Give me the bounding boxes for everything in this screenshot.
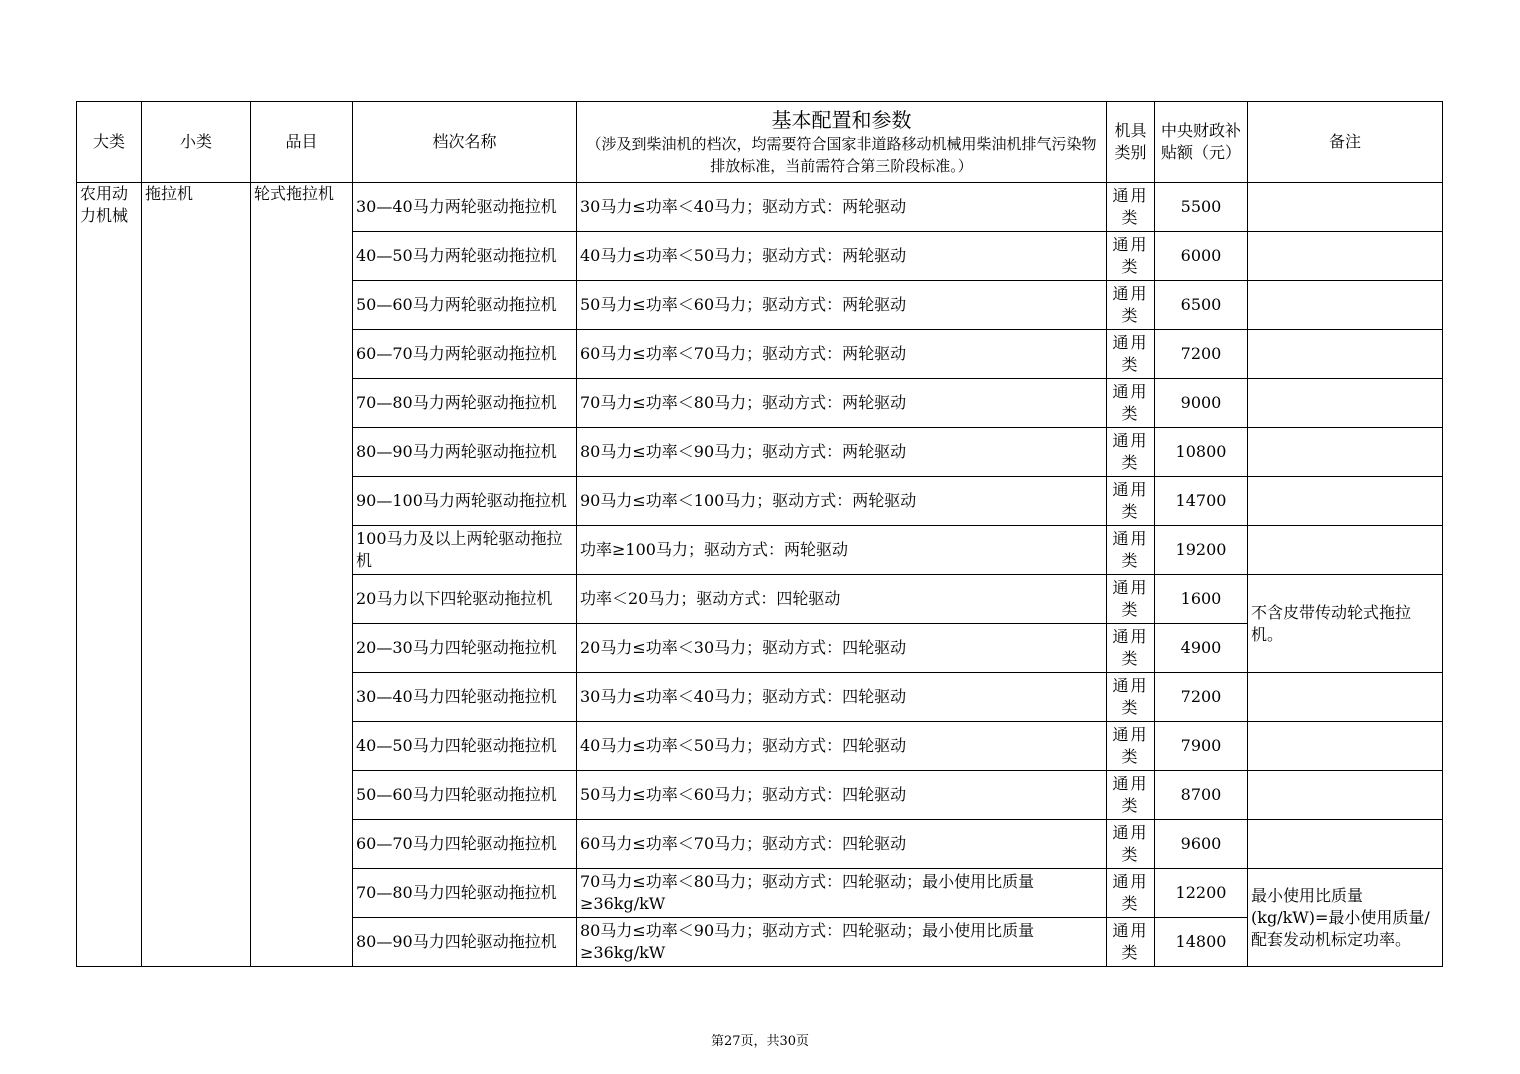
grade-name-cell: 60—70马力四轮驱动拖拉机 xyxy=(353,820,577,869)
header-butie: 中央财政补贴额（元） xyxy=(1155,102,1248,183)
grade-name-cell: 50—60马力四轮驱动拖拉机 xyxy=(353,771,577,820)
xiaolei-cell: 拖拉机 xyxy=(142,183,251,967)
type-cell: 通用类 xyxy=(1107,918,1155,967)
config-cell: 80马力≤功率＜90马力；驱动方式：四轮驱动；最小使用比质量≥36kg/kW xyxy=(577,918,1107,967)
grade-name-cell: 40—50马力四轮驱动拖拉机 xyxy=(353,722,577,771)
subsidy-cell: 5500 xyxy=(1155,183,1248,232)
grade-name-cell: 70—80马力两轮驱动拖拉机 xyxy=(353,379,577,428)
subsidy-cell: 8700 xyxy=(1155,771,1248,820)
config-cell: 30马力≤功率＜40马力；驱动方式：两轮驱动 xyxy=(577,183,1107,232)
note-cell-empty xyxy=(1248,428,1443,477)
config-cell: 60马力≤功率＜70马力；驱动方式：四轮驱动 xyxy=(577,820,1107,869)
dalei-cell: 农用动力机械 xyxy=(77,183,142,967)
grade-name-cell: 90—100马力两轮驱动拖拉机 xyxy=(353,477,577,526)
type-cell: 通用类 xyxy=(1107,183,1155,232)
type-cell: 通用类 xyxy=(1107,722,1155,771)
note-mass: 最小使用比质量(kg/kW)=最小使用质量/配套发动机标定功率。 xyxy=(1248,869,1443,967)
type-cell: 通用类 xyxy=(1107,771,1155,820)
config-cell: 60马力≤功率＜70马力；驱动方式：两轮驱动 xyxy=(577,330,1107,379)
table-row xyxy=(77,183,1443,232)
type-cell: 通用类 xyxy=(1107,820,1155,869)
subsidy-cell: 14700 xyxy=(1155,477,1248,526)
grade-name-cell: 50—60马力两轮驱动拖拉机 xyxy=(353,281,577,330)
header-config-title: 基本配置和参数 xyxy=(771,108,912,132)
subsidy-cell: 9600 xyxy=(1155,820,1248,869)
grade-name-cell: 80—90马力两轮驱动拖拉机 xyxy=(353,428,577,477)
note-cell-empty xyxy=(1248,330,1443,379)
subsidy-cell: 9000 xyxy=(1155,379,1248,428)
header-jiju: 机具类别 xyxy=(1107,102,1155,183)
config-cell: 功率＜20马力；驱动方式：四轮驱动 xyxy=(577,575,1107,624)
type-cell: 通用类 xyxy=(1107,232,1155,281)
type-cell: 通用类 xyxy=(1107,379,1155,428)
type-cell: 通用类 xyxy=(1107,575,1155,624)
type-cell: 通用类 xyxy=(1107,526,1155,575)
note-cell-empty xyxy=(1248,722,1443,771)
header-pinmu: 品目 xyxy=(251,102,353,183)
config-cell: 40马力≤功率＜50马力；驱动方式：四轮驱动 xyxy=(577,722,1107,771)
config-cell: 80马力≤功率＜90马力；驱动方式：两轮驱动 xyxy=(577,428,1107,477)
header-xiaolei: 小类 xyxy=(142,102,251,183)
config-cell: 90马力≤功率＜100马力；驱动方式：两轮驱动 xyxy=(577,477,1107,526)
config-cell: 功率≥100马力；驱动方式：两轮驱动 xyxy=(577,526,1107,575)
config-cell: 50马力≤功率＜60马力；驱动方式：四轮驱动 xyxy=(577,771,1107,820)
subsidy-cell: 7200 xyxy=(1155,330,1248,379)
header-config-note: （涉及到柴油机的档次，均需要符合国家非道路移动机械用柴油机排气污染物排放标准，当前需符合第三阶段标准。） xyxy=(586,135,1097,175)
config-cell: 70马力≤功率＜80马力；驱动方式：两轮驱动 xyxy=(577,379,1107,428)
grade-name-cell: 20—30马力四轮驱动拖拉机 xyxy=(353,624,577,673)
grade-name-cell: 20马力以下四轮驱动拖拉机 xyxy=(353,575,577,624)
grade-name-cell: 100马力及以上两轮驱动拖拉机 xyxy=(353,526,577,575)
grade-name-cell: 80—90马力四轮驱动拖拉机 xyxy=(353,918,577,967)
note-cell-empty xyxy=(1248,379,1443,428)
header-dalei: 大类 xyxy=(77,102,142,183)
grade-name-cell: 70—80马力四轮驱动拖拉机 xyxy=(353,869,577,918)
subsidy-cell: 10800 xyxy=(1155,428,1248,477)
config-cell: 40马力≤功率＜50马力；驱动方式：两轮驱动 xyxy=(577,232,1107,281)
config-cell: 70马力≤功率＜80马力；驱动方式：四轮驱动；最小使用比质量≥36kg/kW xyxy=(577,869,1107,918)
subsidy-cell: 7900 xyxy=(1155,722,1248,771)
note-cell-empty xyxy=(1248,183,1443,232)
table-body xyxy=(77,183,1443,967)
type-cell: 通用类 xyxy=(1107,673,1155,722)
subsidy-cell: 19200 xyxy=(1155,526,1248,575)
grade-name-cell: 60—70马力两轮驱动拖拉机 xyxy=(353,330,577,379)
note-cell-empty xyxy=(1248,232,1443,281)
type-cell: 通用类 xyxy=(1107,869,1155,918)
subsidy-table xyxy=(76,101,1443,967)
subsidy-cell: 7200 xyxy=(1155,673,1248,722)
subsidy-cell: 14800 xyxy=(1155,918,1248,967)
grade-name-cell: 30—40马力两轮驱动拖拉机 xyxy=(353,183,577,232)
pinmu-cell: 轮式拖拉机 xyxy=(251,183,353,967)
config-cell: 30马力≤功率＜40马力；驱动方式：四轮驱动 xyxy=(577,673,1107,722)
type-cell: 通用类 xyxy=(1107,330,1155,379)
type-cell: 通用类 xyxy=(1107,281,1155,330)
subsidy-cell: 4900 xyxy=(1155,624,1248,673)
type-cell: 通用类 xyxy=(1107,477,1155,526)
header-dangci: 档次名称 xyxy=(353,102,577,183)
note-cell-empty xyxy=(1248,820,1443,869)
page-footer: 第27页，共30页 xyxy=(710,1034,810,1049)
grade-name-cell: 30—40马力四轮驱动拖拉机 xyxy=(353,673,577,722)
header-row xyxy=(77,102,1443,183)
type-cell: 通用类 xyxy=(1107,624,1155,673)
grade-name-cell: 40—50马力两轮驱动拖拉机 xyxy=(353,232,577,281)
note-cell-empty xyxy=(1248,673,1443,722)
note-belt: 不含皮带传动轮式拖拉机。 xyxy=(1248,575,1443,673)
header-beizhu: 备注 xyxy=(1248,102,1443,183)
note-cell-empty xyxy=(1248,771,1443,820)
subsidy-cell: 12200 xyxy=(1155,869,1248,918)
config-cell: 50马力≤功率＜60马力；驱动方式：两轮驱动 xyxy=(577,281,1107,330)
note-cell-empty xyxy=(1248,526,1443,575)
subsidy-cell: 1600 xyxy=(1155,575,1248,624)
note-cell-empty xyxy=(1248,281,1443,330)
subsidy-cell: 6500 xyxy=(1155,281,1248,330)
type-cell: 通用类 xyxy=(1107,428,1155,477)
subsidy-cell: 6000 xyxy=(1155,232,1248,281)
config-cell: 20马力≤功率＜30马力；驱动方式：四轮驱动 xyxy=(577,624,1107,673)
header-config xyxy=(577,102,1107,183)
note-cell-empty xyxy=(1248,477,1443,526)
